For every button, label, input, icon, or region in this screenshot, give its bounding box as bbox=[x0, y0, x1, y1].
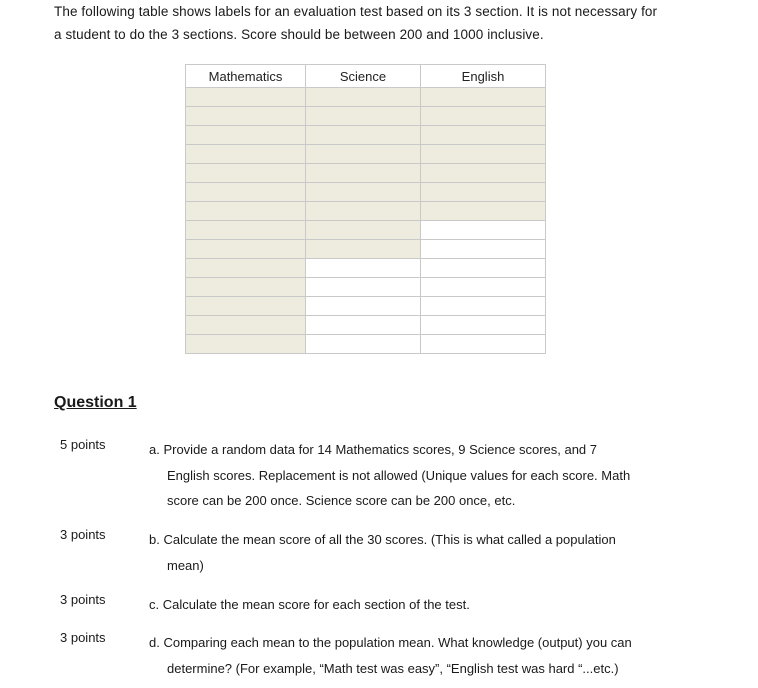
science-cell bbox=[306, 202, 421, 221]
math-cell bbox=[186, 164, 306, 183]
english-cell bbox=[421, 164, 546, 183]
table-row bbox=[186, 88, 546, 107]
points-label: 3 points bbox=[60, 527, 106, 542]
points-label: 5 points bbox=[60, 437, 106, 452]
question-text bbox=[149, 592, 669, 618]
science-cell bbox=[306, 164, 421, 183]
intro-paragraph bbox=[54, 0, 694, 46]
intro-line-1: The following table shows labels for an evaluation test based on its 3 section. It is not necessary for bbox=[54, 4, 658, 19]
english-cell bbox=[421, 259, 546, 278]
math-cell bbox=[186, 316, 306, 335]
science-cell bbox=[306, 221, 421, 240]
english-cell bbox=[421, 240, 546, 259]
math-cell bbox=[186, 335, 306, 354]
question-text bbox=[149, 527, 669, 578]
question-line: determine? (For example, “Math test was easy”, “English test was hard “...etc.) bbox=[167, 660, 619, 676]
science-cell bbox=[306, 259, 421, 278]
header-science: Science bbox=[306, 65, 421, 88]
question-line: d. Comparing each mean to the population mean. What knowledge (output) you can bbox=[149, 635, 632, 650]
science-cell bbox=[306, 278, 421, 297]
points-label: 3 points bbox=[60, 630, 106, 645]
question-line: c. Calculate the mean score for each section of the test. bbox=[149, 597, 470, 612]
english-cell bbox=[421, 335, 546, 354]
question-title: Question 1 bbox=[54, 394, 137, 411]
math-cell bbox=[186, 145, 306, 164]
english-cell bbox=[421, 221, 546, 240]
science-cell bbox=[306, 88, 421, 107]
science-cell bbox=[306, 240, 421, 259]
english-cell bbox=[421, 107, 546, 126]
header-english: English bbox=[421, 65, 546, 88]
math-cell bbox=[186, 202, 306, 221]
score-table bbox=[185, 64, 546, 354]
table-header-row bbox=[186, 65, 546, 88]
points-label: 3 points bbox=[60, 592, 106, 607]
science-cell bbox=[306, 126, 421, 145]
math-cell bbox=[186, 297, 306, 316]
table-row bbox=[186, 240, 546, 259]
english-cell bbox=[421, 126, 546, 145]
table-row bbox=[186, 183, 546, 202]
english-cell bbox=[421, 297, 546, 316]
intro-line-2: a student to do the 3 sections. Score should be between 200 and 1000 inclusive. bbox=[54, 27, 544, 42]
math-cell bbox=[186, 88, 306, 107]
math-cell bbox=[186, 259, 306, 278]
table-row bbox=[186, 145, 546, 164]
table-row bbox=[186, 221, 546, 240]
table-row bbox=[186, 278, 546, 297]
english-cell bbox=[421, 88, 546, 107]
science-cell bbox=[306, 107, 421, 126]
question-line: English scores. Replacement is not allowed (Unique values for each score. Math bbox=[167, 467, 631, 483]
question-line: a. Provide a random data for 14 Mathematics scores, 9 Science scores, and 7 bbox=[149, 442, 598, 457]
table-row bbox=[186, 297, 546, 316]
table-row bbox=[186, 126, 546, 145]
english-cell bbox=[421, 183, 546, 202]
question-line: score can be 200 once. Science score can be 200 once, etc. bbox=[167, 493, 516, 508]
table-row bbox=[186, 335, 546, 354]
math-cell bbox=[186, 240, 306, 259]
table-row bbox=[186, 164, 546, 183]
english-cell bbox=[421, 202, 546, 221]
science-cell bbox=[306, 145, 421, 164]
table-row bbox=[186, 316, 546, 335]
math-cell bbox=[186, 126, 306, 145]
table-row bbox=[186, 107, 546, 126]
science-cell bbox=[306, 316, 421, 335]
english-cell bbox=[421, 278, 546, 297]
question-text bbox=[149, 437, 669, 514]
english-cell bbox=[421, 316, 546, 335]
science-cell bbox=[306, 335, 421, 354]
english-cell bbox=[421, 145, 546, 164]
science-cell bbox=[306, 297, 421, 316]
table-row bbox=[186, 259, 546, 278]
math-cell bbox=[186, 107, 306, 126]
question-line: b. Calculate the mean score of all the 30 scores. (This is what called a population bbox=[149, 532, 616, 547]
question-text bbox=[149, 630, 669, 681]
math-cell bbox=[186, 183, 306, 202]
table-row bbox=[186, 202, 546, 221]
science-cell bbox=[306, 183, 421, 202]
math-cell bbox=[186, 221, 306, 240]
header-mathematics: Mathematics bbox=[186, 65, 306, 88]
question-line: mean) bbox=[167, 557, 204, 573]
math-cell bbox=[186, 278, 306, 297]
